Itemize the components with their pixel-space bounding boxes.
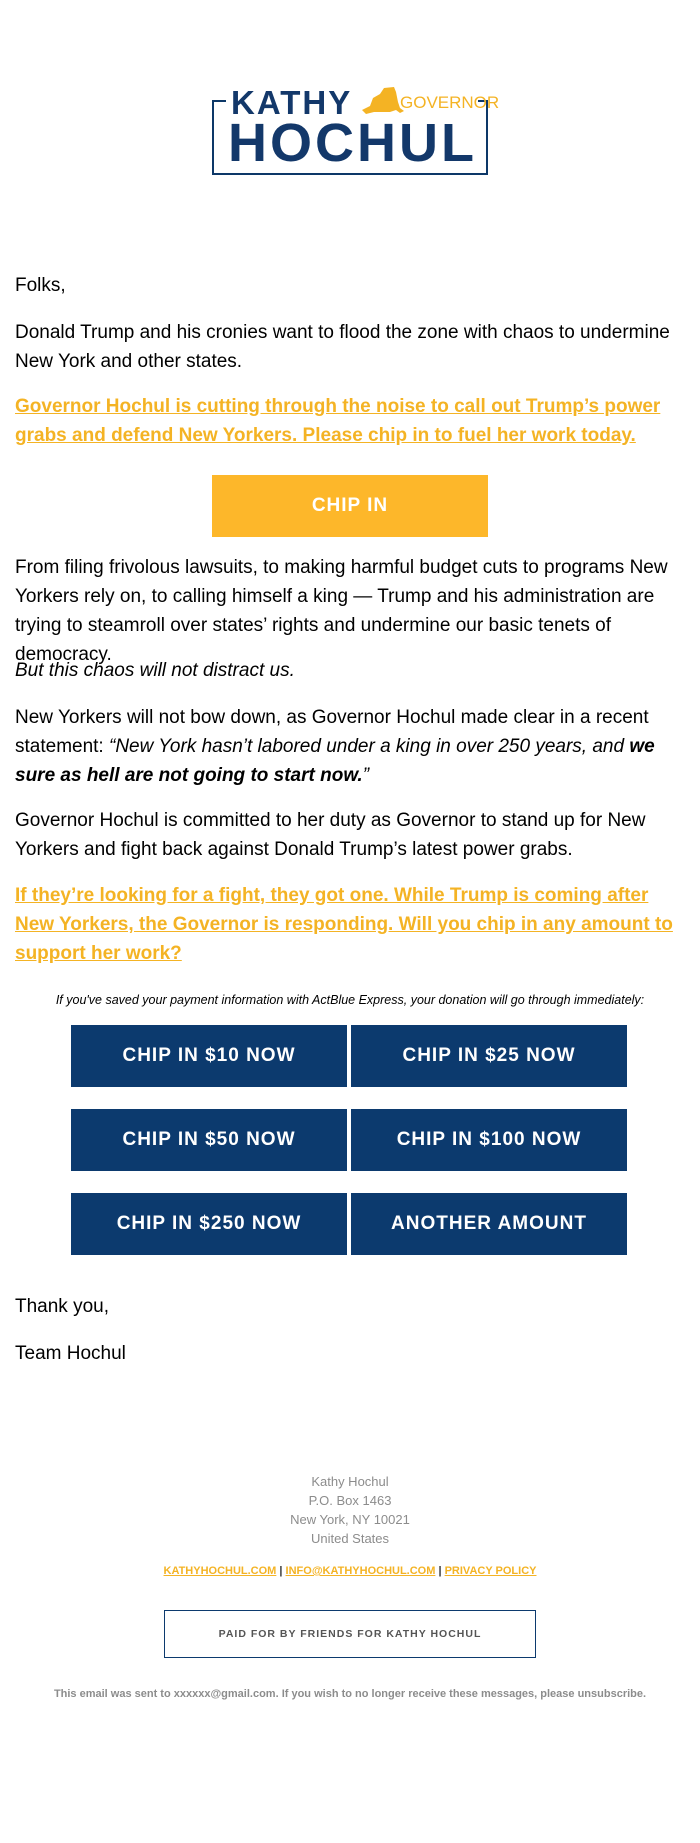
paragraph-distract: But this chaos will not distract us. — [15, 660, 295, 681]
paragraph-committed: Governor Hochul is committed to her duty as Governor to stand up for New Yorkers and fight back against Donald Trump’s latest power grabs. — [15, 810, 646, 860]
chip-in-10-button[interactable]: CHIP IN $10 NOW — [71, 1025, 347, 1087]
email-link[interactable]: INFO@KATHYHOCHUL.COM — [285, 1565, 436, 1577]
logo-frame-top-left — [212, 100, 226, 102]
logo-last-name: HOCHUL — [228, 113, 477, 173]
paragraph-lawsuits: From filing frivolous lawsuits, to making harmful budget cuts to programs New Yorkers rely on, to calling himself a king — Trump and his administration are trying to steamroll over states’ rights and undermine our basic tenets of democracy. — [15, 557, 668, 665]
another-amount-button[interactable]: ANOTHER AMOUNT — [351, 1193, 627, 1255]
paid-for-by-disclaimer: PAID FOR BY FRIENDS FOR KATHY HOCHUL — [164, 1610, 536, 1658]
logo-title: GOVERNOR — [400, 93, 500, 112]
campaign-logo[interactable] — [212, 84, 500, 175]
signature: Team Hochul — [15, 1343, 126, 1364]
actblue-express-note: If you've saved your payment information with ActBlue Express, your donation will go through immediately: — [55, 993, 645, 1007]
paragraph-intro: Donald Trump and his cronies want to flood the zone with chaos to undermine New York and other states. — [15, 322, 670, 372]
donate-link-1[interactable]: Governor Hochul is cutting through the noise to call out Trump’s power grabs and defend New Yorkers. Please chip in to fuel her work today. — [15, 396, 661, 446]
chip-in-25-button[interactable]: CHIP IN $25 NOW — [351, 1025, 627, 1087]
closing-thanks: Thank you, — [15, 1296, 109, 1317]
mailing-address — [0, 1472, 700, 1548]
logo-first-name: KATHY — [231, 84, 353, 121]
link-separator: | — [438, 1565, 442, 1577]
chip-in-250-button[interactable]: CHIP IN $250 NOW — [71, 1193, 347, 1255]
address-name: Kathy Hochul — [311, 1474, 389, 1489]
greeting: Folks, — [15, 275, 66, 296]
address-country: United States — [310, 1531, 390, 1546]
chip-in-button[interactable]: CHIP IN — [212, 475, 488, 537]
link-separator: | — [279, 1565, 283, 1577]
privacy-policy-link[interactable]: PRIVACY POLICY — [444, 1565, 537, 1577]
footer-links — [0, 1565, 700, 1577]
address-po-box: P.O. Box 1463 — [308, 1493, 392, 1508]
address-city: New York, NY 10021 — [290, 1512, 410, 1527]
website-link[interactable]: KATHYHOCHUL.COM — [163, 1565, 277, 1577]
paragraph-quote: New Yorkers will not bow down, as Governor Hochul made clear in a recent statement: “New York hasn’t labored under a king in over 250 years, and we sure as hell are not going to start now.” — [15, 707, 655, 786]
chip-in-50-button[interactable]: CHIP IN $50 NOW — [71, 1109, 347, 1171]
donate-link-2[interactable]: If they’re looking for a fight, they got one. While Trump is coming after New Yorkers, the Governor is responding. Will you chip in any amount to support her work? — [15, 885, 673, 964]
chip-in-100-button[interactable]: CHIP IN $100 NOW — [351, 1109, 627, 1171]
unsubscribe-notice[interactable]: This email was sent to xxxxxx@gmail.com. If you wish to no longer receive these messages, please unsubscribe. — [53, 1688, 647, 1700]
